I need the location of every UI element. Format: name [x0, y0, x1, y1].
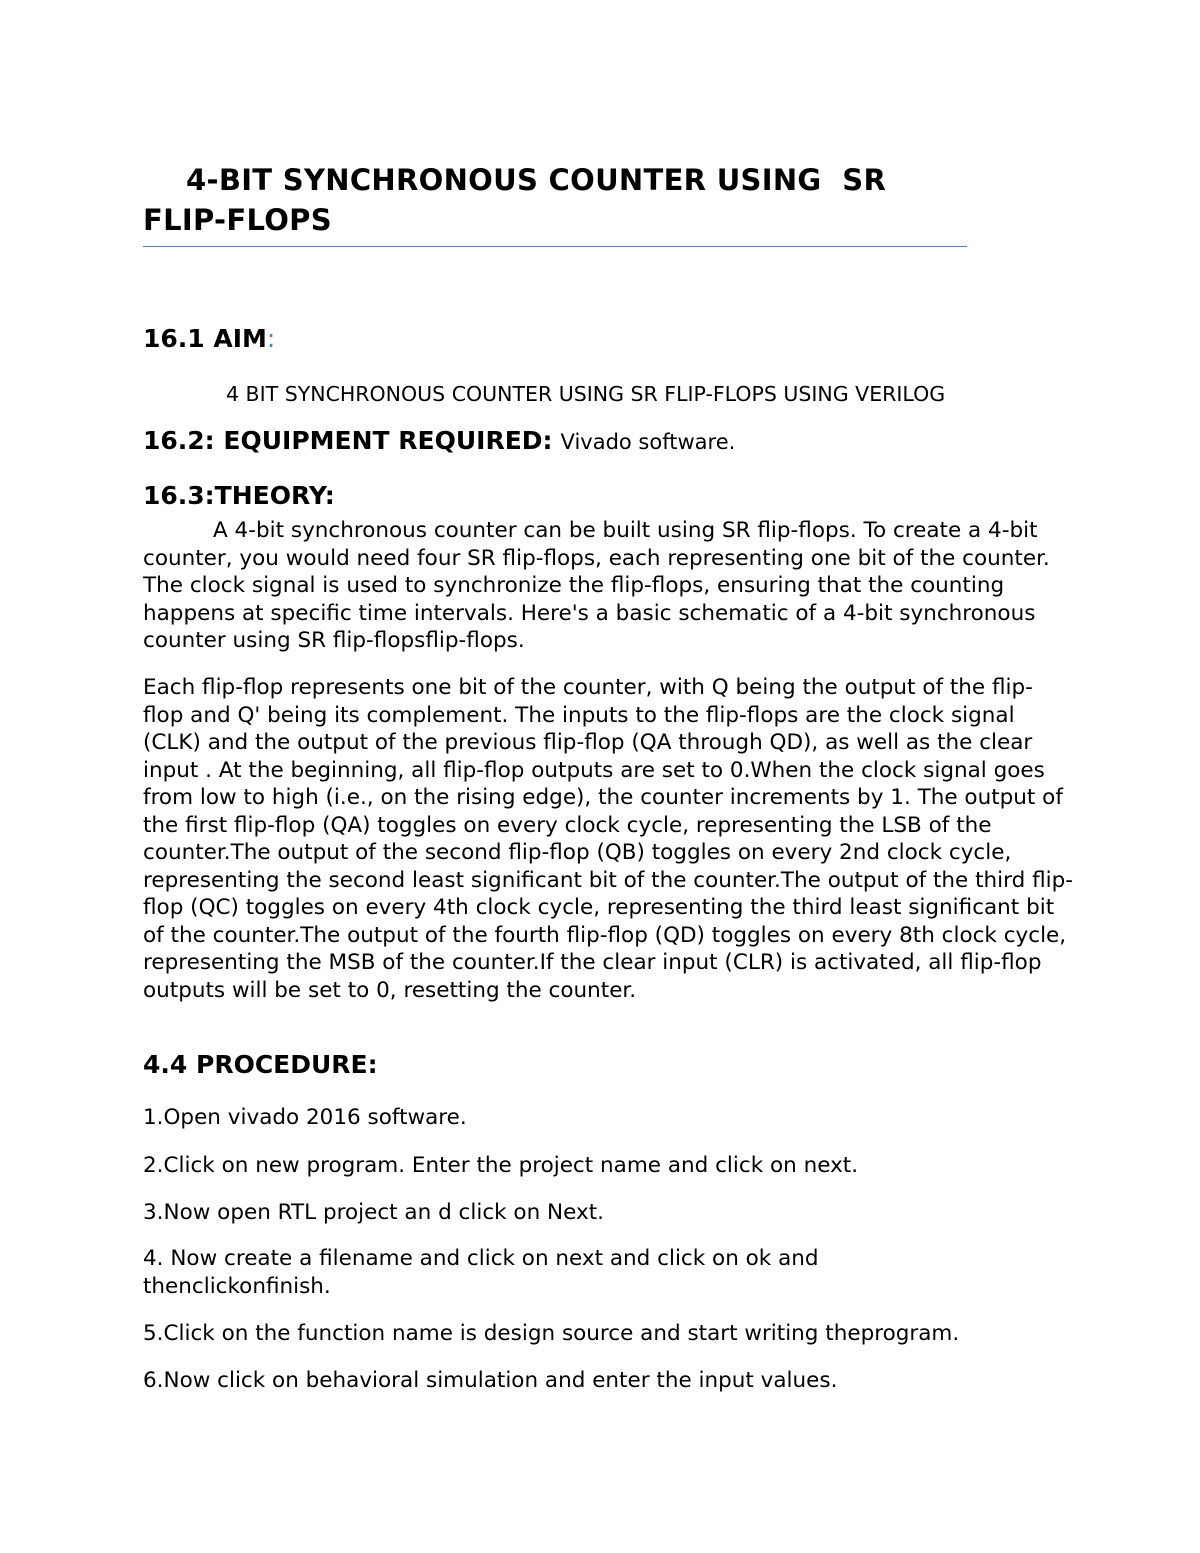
- procedure-heading: 4.4 PROCEDURE:: [143, 1050, 378, 1079]
- procedure-step-6: 6.Now click on behavioral simulation and enter the input values.: [143, 1368, 838, 1393]
- title-underline: [143, 246, 967, 247]
- aim-text: 4 BIT SYNCHRONOUS COUNTER USING SR FLIP-FLOPS USING VERILOG: [226, 382, 946, 406]
- aim-heading: [143, 324, 275, 353]
- aim-heading-colon: :: [266, 324, 276, 353]
- title-line-2: FLIP-FLOPS: [143, 203, 332, 237]
- procedure-step-4: 4. Now create a filename and click on next and click on ok and thenclickonfinish.: [143, 1246, 819, 1299]
- aim-heading-text: 16.1 AIM: [143, 324, 267, 353]
- procedure-step-5: 5.Click on the function name is design source and start writing theprogram.: [143, 1321, 960, 1346]
- procedure-step-3: 3.Now open RTL project an d click on Next.: [143, 1200, 604, 1225]
- equipment-heading-text: 16.2: EQUIPMENT REQUIRED:: [143, 426, 553, 455]
- equipment-heading: [143, 426, 735, 455]
- title-line-1: 4-BIT SYNCHRONOUS COUNTER USING SR: [186, 163, 887, 197]
- procedure-step-2: 2.Click on new program. Enter the project name and click on next.: [143, 1153, 859, 1178]
- equipment-value: Vivado software.: [560, 430, 736, 454]
- theory-paragraph-1-text: A 4-bit synchronous counter can be built using SR flip-flops. To create a 4-bit counter, you would need four SR flip-flops, each representing one bit of the counter. The clock signal is used to synchronize the flip-flops, ensuring that the counting happens at specific time intervals. Here's a basic schematic of a 4-bit synchronous counter using SR flip-flopsflip-flops.: [143, 518, 1050, 653]
- theory-paragraph-1: [143, 517, 1073, 655]
- theory-heading: 16.3:THEORY:: [143, 481, 335, 510]
- theory-paragraph-2: Each flip-flop represents one bit of the counter, with Q being the output of the flip-flop and Q' being its complement. The inputs to the flip-flops are the clock signal (CLK) and the output of the previous flip-flop (QA through QD), as well as the clear input . At the beginning, all flip-flop outputs are set to 0.When the clock signal goes from low to high (i.e., on the rising edge), the counter increments by 1. The output of the first flip-flop (QA) toggles on every clock cycle, representing the LSB of the counter.The output of the second flip-flop (QB) toggles on every 2nd clock cycle, representing the second least significant bit of the counter.The output of the third flip-flop (QC) toggles on every 4th clock cycle, representing the third least significant bit of the counter.The output of the fourth flip-flop (QD) toggles on every 8th clock cycle, representing the MSB of the counter.If the clear input (CLR) is activated, all flip-flop outputs will be set to 0, resetting the counter.: [143, 675, 1074, 1003]
- procedure-step-1: 1.Open vivado 2016 software.: [143, 1105, 467, 1130]
- document-title: [143, 160, 973, 240]
